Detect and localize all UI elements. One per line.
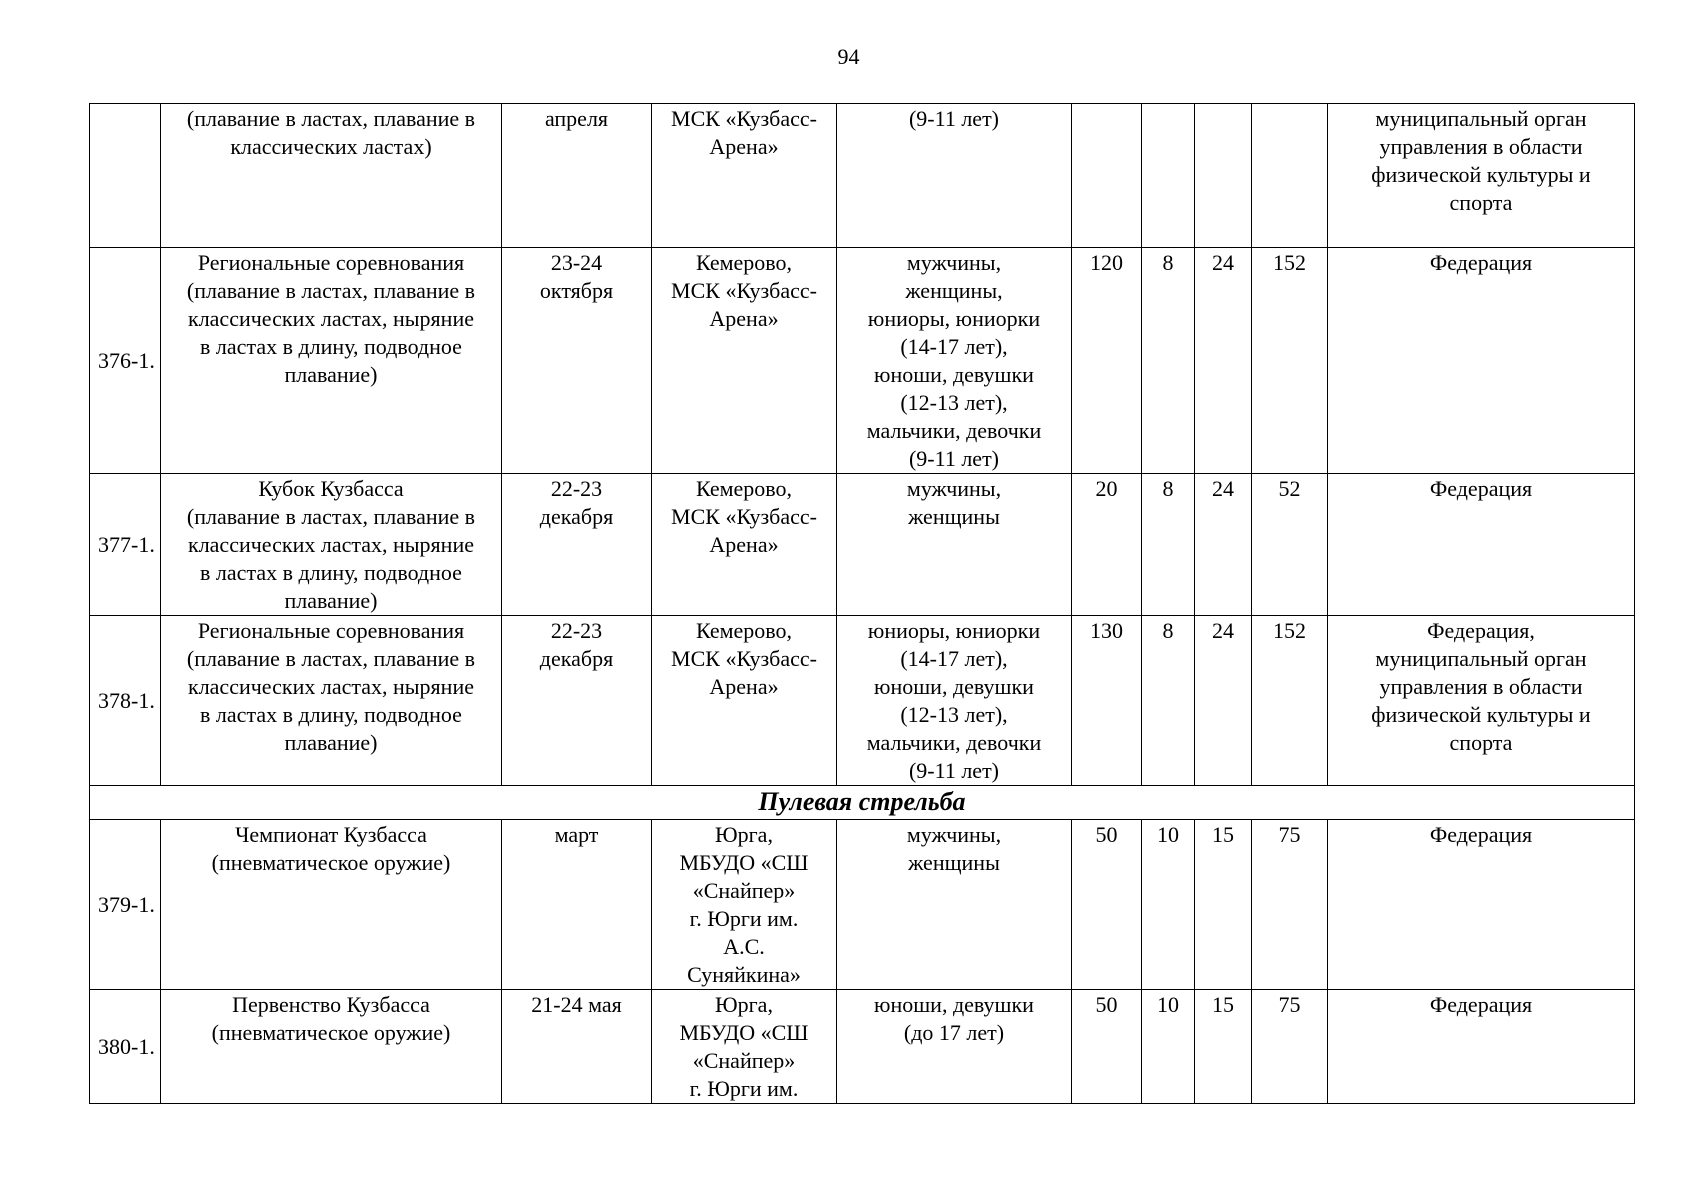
- count-cell-1: 50: [1072, 990, 1142, 1104]
- count-cell-3: 24: [1195, 474, 1252, 616]
- count-cell-1: 20: [1072, 474, 1142, 616]
- table-row: [90, 474, 1635, 616]
- event-organizer: Федерация: [1328, 820, 1635, 990]
- event-venue: МСК «Кузбасс- Арена»: [652, 104, 837, 248]
- table-row: [90, 820, 1635, 990]
- event-venue: Юрга, МБУДО «СШ «Снайпер» г. Юрги им. А.С. Суняйкина»: [652, 820, 837, 990]
- event-dates: 21-24 мая: [502, 990, 652, 1104]
- event-name: (плавание в ластах, плавание в классических ластах): [161, 104, 502, 248]
- section-header-row: [90, 786, 1635, 820]
- count-cell-1: 130: [1072, 616, 1142, 786]
- event-participants: юниоры, юниорки (14-17 лет), юноши, девушки (12-13 лет), мальчики, девочки (9-11 лет): [837, 616, 1072, 786]
- event-name: Региональные соревнования (плавание в ластах, плавание в классических ластах, ныряние в ластах в длину, подводное плавание): [161, 616, 502, 786]
- count-cell-total: 75: [1252, 990, 1328, 1104]
- event-dates: 23-24 октября: [502, 248, 652, 474]
- table-row: [90, 248, 1635, 474]
- row-number: 380-1.: [90, 990, 161, 1104]
- count-cell-total: [1252, 104, 1328, 248]
- count-cell-1: 50: [1072, 820, 1142, 990]
- count-cell-3: 24: [1195, 616, 1252, 786]
- event-venue: Кемерово, МСК «Кузбасс- Арена»: [652, 616, 837, 786]
- event-participants: мужчины, женщины: [837, 820, 1072, 990]
- count-cell-3: [1195, 104, 1252, 248]
- event-participants: юноши, девушки (до 17 лет): [837, 990, 1072, 1104]
- section-title: Пулевая стрельба: [90, 786, 1635, 820]
- count-cell-total: 152: [1252, 616, 1328, 786]
- event-participants: мужчины, женщины, юниоры, юниорки (14-17 лет), юноши, девушки (12-13 лет), мальчики, девочки (9-11 лет): [837, 248, 1072, 474]
- row-number: 378-1.: [90, 616, 161, 786]
- count-cell-1: [1072, 104, 1142, 248]
- count-cell-3: 15: [1195, 990, 1252, 1104]
- count-cell-total: 152: [1252, 248, 1328, 474]
- event-dates: март: [502, 820, 652, 990]
- event-name: Региональные соревнования (плавание в ластах, плавание в классических ластах, ныряние в ластах в длину, подводное плавание): [161, 248, 502, 474]
- count-cell-2: 8: [1142, 248, 1195, 474]
- table-row: [90, 104, 1635, 248]
- event-organizer: Федерация: [1328, 990, 1635, 1104]
- row-number: 379-1.: [90, 820, 161, 990]
- count-cell-3: 15: [1195, 820, 1252, 990]
- event-dates: 22-23 декабря: [502, 474, 652, 616]
- event-venue: Кемерово, МСК «Кузбасс- Арена»: [652, 474, 837, 616]
- event-participants: мужчины, женщины: [837, 474, 1072, 616]
- count-cell-total: 75: [1252, 820, 1328, 990]
- table-row: [90, 990, 1635, 1104]
- event-organizer: Федерация, муниципальный орган управления в области физической культуры и спорта: [1328, 616, 1635, 786]
- count-cell-2: 8: [1142, 474, 1195, 616]
- event-name: Кубок Кузбасса (плавание в ластах, плавание в классических ластах, ныряние в ластах в длину, подводное плавание): [161, 474, 502, 616]
- count-cell-2: 10: [1142, 820, 1195, 990]
- event-dates: 22-23 декабря: [502, 616, 652, 786]
- page-number: 94: [837, 44, 860, 69]
- count-cell-1: 120: [1072, 248, 1142, 474]
- count-cell-3: 24: [1195, 248, 1252, 474]
- event-venue: Юрга, МБУДО «СШ «Снайпер» г. Юрги им.: [652, 990, 837, 1104]
- count-cell-2: 8: [1142, 616, 1195, 786]
- event-dates: апреля: [502, 104, 652, 248]
- event-organizer: Федерация: [1328, 248, 1635, 474]
- events-table: [89, 103, 1635, 1104]
- count-cell-2: [1142, 104, 1195, 248]
- table-row: [90, 616, 1635, 786]
- row-number: 377-1.: [90, 474, 161, 616]
- event-participants: (9-11 лет): [837, 104, 1072, 248]
- event-organizer: муниципальный орган управления в области физической культуры и спорта: [1328, 104, 1635, 248]
- count-cell-total: 52: [1252, 474, 1328, 616]
- row-number: 376-1.: [90, 248, 161, 474]
- event-name: Первенство Кузбасса (пневматическое оружие): [161, 990, 502, 1104]
- count-cell-2: 10: [1142, 990, 1195, 1104]
- event-name: Чемпионат Кузбасса (пневматическое оружие): [161, 820, 502, 990]
- row-number: [90, 104, 161, 248]
- event-organizer: Федерация: [1328, 474, 1635, 616]
- event-venue: Кемерово, МСК «Кузбасс- Арена»: [652, 248, 837, 474]
